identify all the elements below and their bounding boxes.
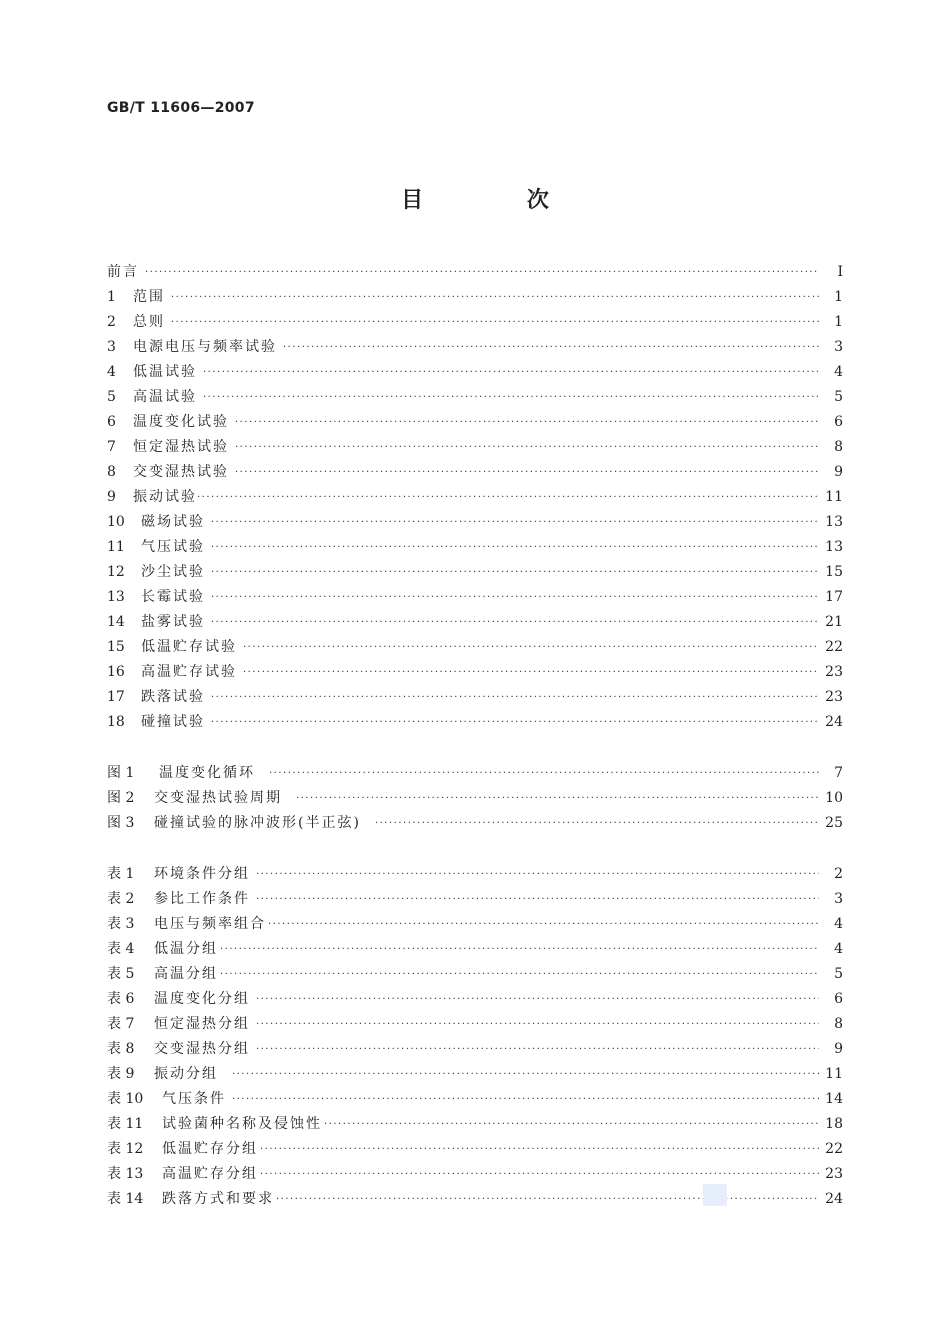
toc-page: 3 <box>834 339 843 355</box>
toc-entry[interactable] <box>107 312 843 332</box>
toc-figure-entry[interactable] <box>107 788 843 808</box>
toc-label: 参比工作条件 <box>154 891 250 907</box>
toc-leader <box>256 989 819 1009</box>
toc-label: 环境条件分组 <box>154 866 250 882</box>
toc-page: 10 <box>825 790 843 806</box>
toc-page: 13 <box>825 539 843 555</box>
toc-label: 跌落试验 <box>141 689 205 705</box>
toc-page: 1 <box>834 289 843 305</box>
toc-num: 4 <box>107 364 116 380</box>
toc-page: 8 <box>834 1016 843 1032</box>
toc-num: 11 <box>107 539 125 555</box>
toc-num: 18 <box>107 714 125 730</box>
toc-num: 3 <box>107 339 116 355</box>
toc-page: 4 <box>834 364 843 380</box>
toc-label: 温度变化循环 <box>159 765 255 781</box>
toc-page: 6 <box>834 991 843 1007</box>
toc-label: 碰撞试验 <box>141 714 205 730</box>
toc-num: 表 6 <box>107 991 135 1007</box>
toc-leader <box>243 662 819 682</box>
toc-leader <box>220 939 819 959</box>
toc-entry[interactable] <box>107 462 843 482</box>
toc-label: 温度变化分组 <box>154 991 250 1007</box>
toc-num: 表 9 <box>107 1066 135 1082</box>
toc-leader <box>269 763 819 783</box>
toc-entry[interactable] <box>107 362 843 382</box>
toc-label: 交变湿热试验周期 <box>154 790 282 806</box>
toc-page: 11 <box>825 489 843 505</box>
selection-highlight <box>703 1184 727 1206</box>
toc-leader <box>256 1014 819 1034</box>
toc-page: 24 <box>825 1191 843 1207</box>
page-title: 目 次 <box>401 188 597 213</box>
toc-leader <box>283 337 819 357</box>
toc-label: 电源电压与频率试验 <box>133 339 277 355</box>
toc-page: 6 <box>834 414 843 430</box>
toc-entry[interactable] <box>107 262 843 282</box>
toc-label: 前言 <box>107 264 139 280</box>
toc-num: 表 12 <box>107 1141 144 1157</box>
toc-entry[interactable] <box>107 487 843 507</box>
toc-page: 21 <box>825 614 843 630</box>
toc-label: 气压试验 <box>141 539 205 555</box>
toc-num: 表 1 <box>107 866 135 882</box>
toc-leader <box>235 462 819 482</box>
toc-num: 16 <box>107 664 125 680</box>
toc-table-entry[interactable] <box>107 889 843 909</box>
toc-label: 高温贮存试验 <box>141 664 237 680</box>
toc-page: 25 <box>825 815 843 831</box>
toc-num: 6 <box>107 414 116 430</box>
toc-page: 1 <box>834 314 843 330</box>
toc-label: 高温分组 <box>154 966 218 982</box>
toc-leader <box>324 1114 819 1134</box>
toc-label: 低温贮存试验 <box>141 639 237 655</box>
toc-label: 高温试验 <box>133 389 197 405</box>
toc-label: 低温分组 <box>154 941 218 957</box>
toc-leader <box>256 864 819 884</box>
toc-leader <box>256 1039 819 1059</box>
toc-page: 8 <box>834 439 843 455</box>
toc-page: 18 <box>825 1116 843 1132</box>
toc-leader <box>145 262 819 282</box>
toc-label: 交变湿热分组 <box>154 1041 250 1057</box>
toc-leader <box>260 1139 819 1159</box>
toc-entry[interactable] <box>107 687 843 707</box>
toc-label: 气压条件 <box>162 1091 226 1107</box>
toc-num: 表 3 <box>107 916 135 932</box>
toc-leader <box>197 487 819 507</box>
toc-leader <box>171 312 819 332</box>
toc-num: 表 4 <box>107 941 135 957</box>
toc-table-entry[interactable] <box>107 1139 843 1159</box>
toc-num: 2 <box>107 314 116 330</box>
toc-entry[interactable] <box>107 612 843 632</box>
toc-num: 表 8 <box>107 1041 135 1057</box>
toc-entry[interactable] <box>107 437 843 457</box>
toc-entry[interactable] <box>107 537 843 557</box>
toc-label: 交变湿热试验 <box>133 464 229 480</box>
toc-page: 4 <box>834 916 843 932</box>
toc-num: 图 2 <box>107 790 135 806</box>
toc-page: 23 <box>825 689 843 705</box>
toc-entry[interactable] <box>107 562 843 582</box>
toc-leader <box>211 587 819 607</box>
toc-label: 范围 <box>133 289 165 305</box>
toc-entry[interactable] <box>107 387 843 407</box>
toc-leader <box>211 712 819 732</box>
toc-entry[interactable] <box>107 712 843 732</box>
toc-num: 1 <box>107 289 116 305</box>
toc-num: 8 <box>107 464 116 480</box>
toc-num: 表 2 <box>107 891 135 907</box>
toc-table-entry[interactable] <box>107 1164 843 1184</box>
toc-label: 低温试验 <box>133 364 197 380</box>
toc-label: 恒定湿热分组 <box>154 1016 250 1032</box>
toc-num: 图 3 <box>107 815 135 831</box>
toc-leader <box>276 1189 819 1209</box>
toc-num: 表 14 <box>107 1191 144 1207</box>
toc-figure-entry[interactable] <box>107 763 843 783</box>
toc-leader <box>232 1089 819 1109</box>
toc-label: 恒定湿热试验 <box>133 439 229 455</box>
toc-page: 23 <box>825 664 843 680</box>
toc-num: 10 <box>107 514 125 530</box>
toc-label: 低温贮存分组 <box>162 1141 258 1157</box>
toc-leader <box>268 914 819 934</box>
toc-entry[interactable] <box>107 337 843 357</box>
toc-leader <box>211 612 819 632</box>
toc-table-entry[interactable] <box>107 1114 843 1134</box>
toc-leader <box>260 1164 819 1184</box>
toc-entry[interactable] <box>107 512 843 532</box>
toc-label: 长霉试验 <box>141 589 205 605</box>
toc-leader <box>235 412 819 432</box>
toc-label: 盐雾试验 <box>141 614 205 630</box>
toc-leader <box>235 437 819 457</box>
toc-table-entry[interactable] <box>107 864 843 884</box>
toc-page: 23 <box>825 1166 843 1182</box>
toc-entry[interactable] <box>107 637 843 657</box>
toc-label: 振动试验 <box>133 489 197 505</box>
toc-table-entry[interactable] <box>107 914 843 934</box>
toc-num: 9 <box>107 489 116 505</box>
toc-leader <box>211 687 819 707</box>
toc-num: 12 <box>107 564 125 580</box>
toc-num: 15 <box>107 639 125 655</box>
toc-num: 7 <box>107 439 116 455</box>
toc-page: 15 <box>825 564 843 580</box>
toc-page: 17 <box>825 589 843 605</box>
toc-table-entry[interactable] <box>107 1039 843 1059</box>
toc-page: 24 <box>825 714 843 730</box>
toc-page: 11 <box>825 1066 843 1082</box>
toc-label: 振动分组 <box>154 1066 218 1082</box>
toc-table-entry[interactable] <box>107 989 843 1009</box>
toc-num: 5 <box>107 389 116 405</box>
toc-page: 7 <box>834 765 843 781</box>
toc-entry[interactable] <box>107 412 843 432</box>
toc-page: 13 <box>825 514 843 530</box>
toc-leader <box>232 1064 819 1084</box>
toc-leader <box>243 637 819 657</box>
toc-page: 2 <box>834 866 843 882</box>
toc-page: 3 <box>834 891 843 907</box>
toc-figure-entry[interactable] <box>107 813 843 833</box>
toc-leader <box>211 537 819 557</box>
toc-num: 表 7 <box>107 1016 135 1032</box>
standard-code: GB/T 11606—2007 <box>107 100 255 116</box>
toc-entry[interactable] <box>107 287 843 307</box>
toc-leader <box>296 788 819 808</box>
toc-num: 13 <box>107 589 125 605</box>
toc-leader <box>375 813 819 833</box>
toc-page: 4 <box>834 941 843 957</box>
toc-page: 22 <box>825 1141 843 1157</box>
toc-leader <box>203 362 819 382</box>
toc-table-entry[interactable] <box>107 1014 843 1034</box>
toc-num: 图 1 <box>107 765 135 781</box>
toc-label: 总则 <box>133 314 165 330</box>
toc-label: 跌落方式和要求 <box>162 1191 274 1207</box>
toc-page: 14 <box>825 1091 843 1107</box>
toc-entry[interactable] <box>107 587 843 607</box>
toc-leader <box>171 287 819 307</box>
toc-label: 试验菌种名称及侵蚀性 <box>162 1116 322 1132</box>
toc-page: 9 <box>834 464 843 480</box>
toc-label: 高温贮存分组 <box>162 1166 258 1182</box>
toc-table-entry[interactable] <box>107 939 843 959</box>
toc-num: 表 10 <box>107 1091 144 1107</box>
toc-leader <box>211 512 819 532</box>
toc-leader <box>203 387 819 407</box>
toc-page: 22 <box>825 639 843 655</box>
toc-label: 磁场试验 <box>141 514 205 530</box>
toc-label: 碰撞试验的脉冲波形(半正弦) <box>154 815 361 831</box>
toc-leader <box>220 964 819 984</box>
toc-num: 表 5 <box>107 966 135 982</box>
toc-num: 表 11 <box>107 1116 144 1132</box>
toc-page: 5 <box>834 389 843 405</box>
toc-page: 5 <box>834 966 843 982</box>
toc-page: I <box>837 264 843 280</box>
toc-label: 沙尘试验 <box>141 564 205 580</box>
toc-label: 温度变化试验 <box>133 414 229 430</box>
toc-table-entry[interactable] <box>107 1064 843 1084</box>
toc-page: 9 <box>834 1041 843 1057</box>
toc-num: 14 <box>107 614 125 630</box>
toc-num: 17 <box>107 689 125 705</box>
toc-label: 电压与频率组合 <box>154 916 266 932</box>
toc-leader <box>256 889 819 909</box>
toc-table-entry[interactable] <box>107 964 843 984</box>
toc-leader <box>211 562 819 582</box>
toc-table-entry[interactable] <box>107 1189 843 1209</box>
toc-table-entry[interactable] <box>107 1089 843 1109</box>
toc-num: 表 13 <box>107 1166 144 1182</box>
toc-entry[interactable] <box>107 662 843 682</box>
